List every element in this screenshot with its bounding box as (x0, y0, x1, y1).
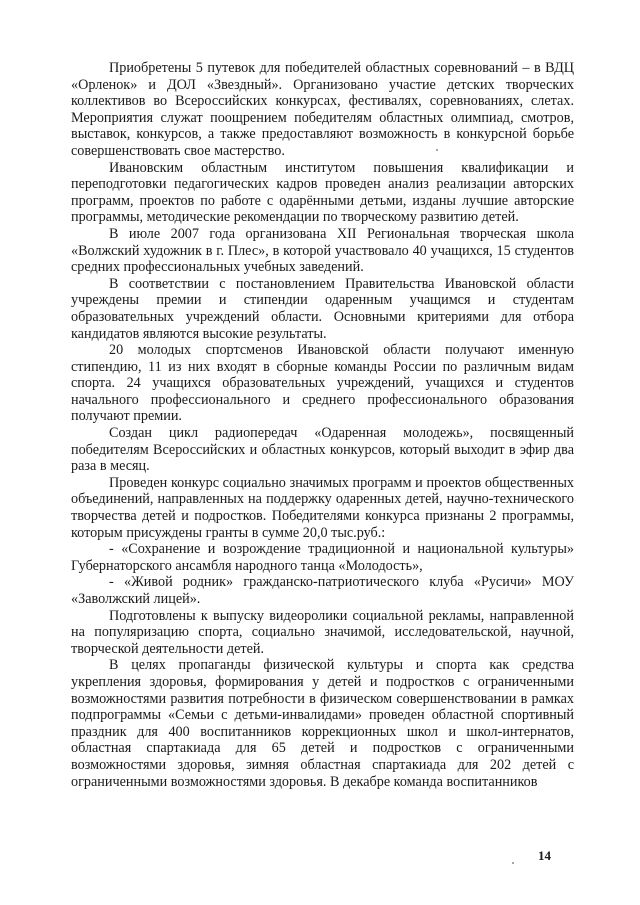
paragraph-contest: Проведен конкурс социально значимых программ и проектов общественных объединений, направленных на поддержку одаренных детей, научно-технического творчества детей и подростков. Победителями конкурса признаны 2 программы, которым присуждены гранты в сумме 20,0 тыс.руб.: (71, 474, 574, 541)
paragraph-prizes-stipends: В соответствии с постановлением Правительства Ивановской области учреждены премии и стипендии одаренным учащимся и студентам образовательных учреждений области. Основными критериями для отбора кандидатов являются высокие результаты. (71, 275, 574, 342)
paragraph-athletes-stipend: 20 молодых спортсменов Ивановской области получают именную стипендию, 11 из них входят в сборные команды России по различным видам спорта. 24 учащихся образовательных учреждений, учащихся и студентов начального профессионального и среднего профессионального образования получают премии. (71, 342, 574, 425)
scan-speck (512, 862, 514, 864)
paragraph-institute-analysis: Ивановским областным институтом повышения квалификации и переподготовки педагогических кадров проведен анализ реализации авторских программ, проектов по работе с одарёнными детьми, изданы лучшие авторские программы, методические рекомендации по творческому развитию детей. (71, 159, 574, 226)
list-item-culture-program: - «Сохранение и возрождение традиционной и национальной культуры» Губернаторского ансамбля народного танца «Молодость», (71, 541, 574, 574)
page-number: 14 (538, 848, 551, 863)
scan-speck (436, 149, 438, 151)
paragraph-radio-cycle: Создан цикл радиопередач «Одаренная молодежь», посвященный победителям Всероссийских и областных конкурсов, который выходит в эфир два раза в месяц. (71, 425, 574, 475)
paragraph-art-school: В июле 2007 года организована XII Региональная творческая школа «Волжский художник в г. Плес», в которой участвовало 40 учащихся, 15 студентов средних профессиональных учебных заведений. (71, 225, 574, 276)
paragraph-sports-propaganda: В целях пропаганды физической культуры и спорта как средства укрепления здоровья, формирования у детей и подростков с ограниченными возможностями развития потребности в физическом совершенствовании в рамках подпрограммы «Семьи с детьми-инвалидами» проведен областной спортивный праздник для 400 воспитанников коррекционных школ и школ-интернатов, областная спартакиада для 65 детей и подростков с ограниченными возможностями здоровья, зимняя областная спартакиада для 202 детей с ограниченными возможностями здоровья. В декабре команда воспитанников (71, 657, 574, 790)
paragraph-vouchers: Приобретены 5 путевок для победителей областных соревнований – в ВДЦ «Орленок» и ДОЛ «Звездный». Организовано участие детских творческих коллективов во Всероссийских конкурсах, фестивалях, соревнованиях, слетах. Мероприятия служат поощрением победителям областных олимпиад, смотров, выставок, конкурсов, а также предоставляют возможность в конкурсной борьбе совершенствовать свое мастерство. (71, 60, 574, 159)
paragraph-video-ads: Подготовлены к выпуску видеоролики социальной рекламы, направленной на популяризацию спорта, социально значимой, исследовательской, научной, творческой деятельности детей. (71, 607, 574, 657)
document-body (71, 60, 574, 790)
list-item-living-spring: - «Живой родник» гражданско-патриотического клуба «Русичи» МОУ «Заволжский лицей». (71, 574, 574, 607)
